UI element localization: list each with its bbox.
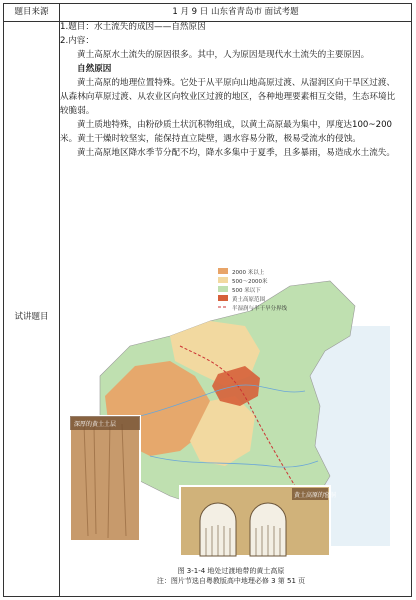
legend-item-divide: 半湿润与半干旱分界线 (232, 306, 288, 312)
paragraph-4: 黄土高原地区降水季节分配不均，降水多集中于夏季，且多暴雨，易造成水土流失。 (77, 148, 395, 158)
photo-loess-layer (70, 416, 140, 541)
topic-label: 试讲题目 (14, 312, 49, 322)
legend-item-high: 2000 米以上 (232, 270, 265, 276)
question-content (60, 20, 402, 160)
source-value: 1 月 9 日 山东省青岛市 面试考题 (172, 7, 299, 17)
china-map-illustration (60, 266, 390, 566)
figure-caption (60, 566, 402, 586)
paragraph-3: 黄土质地特殊，由粉砂质土状沉积物组成，以黄土高原最为集中，厚度达100~200 米。黄土干燥时较坚实，能保持直立陡壁，遇水容易分散，极易受流水的侵蚀。 (60, 120, 393, 144)
photo-loess-label: 深厚的黄土土层 (74, 421, 117, 428)
paragraph-1: 黄土高原水土流失的原因很多。其中，人为原因是现代水土流失的主要原因。 (77, 50, 370, 60)
paragraph-2: 黄土高原的地理位置特殊。它处于从平原向山地高原过渡、从湿润区向干旱区过渡、从森林向草原过渡、从农业区向牧业区过渡的地区，各种地理要素相互交错，生态环境比较脆弱。 (60, 78, 396, 116)
source-label: 题目来源 (4, 4, 60, 21)
caption-note: 注：图片节选自粤教版高中地理必修 3 第 51 页 (156, 577, 306, 585)
section-heading: 自然原因 (77, 64, 112, 74)
content-line: 2.内容： (60, 36, 94, 46)
figure-map (60, 266, 390, 566)
legend-item-loess: 黄土高原范围 (232, 297, 266, 303)
left-column (4, 22, 60, 596)
title-line: 1.题目：水土流失的成因——自然原因 (60, 22, 206, 32)
legend-item-low: 500 米以下 (232, 288, 261, 294)
photo-cave-dwellings (180, 486, 336, 556)
caption-title: 图 3-1-4 地处过渡地带的黄土高原 (177, 567, 285, 575)
legend-item-mid: 500～2000米 (232, 279, 268, 285)
photo-cave-label: 黄土高原的窑洞 (294, 492, 337, 499)
